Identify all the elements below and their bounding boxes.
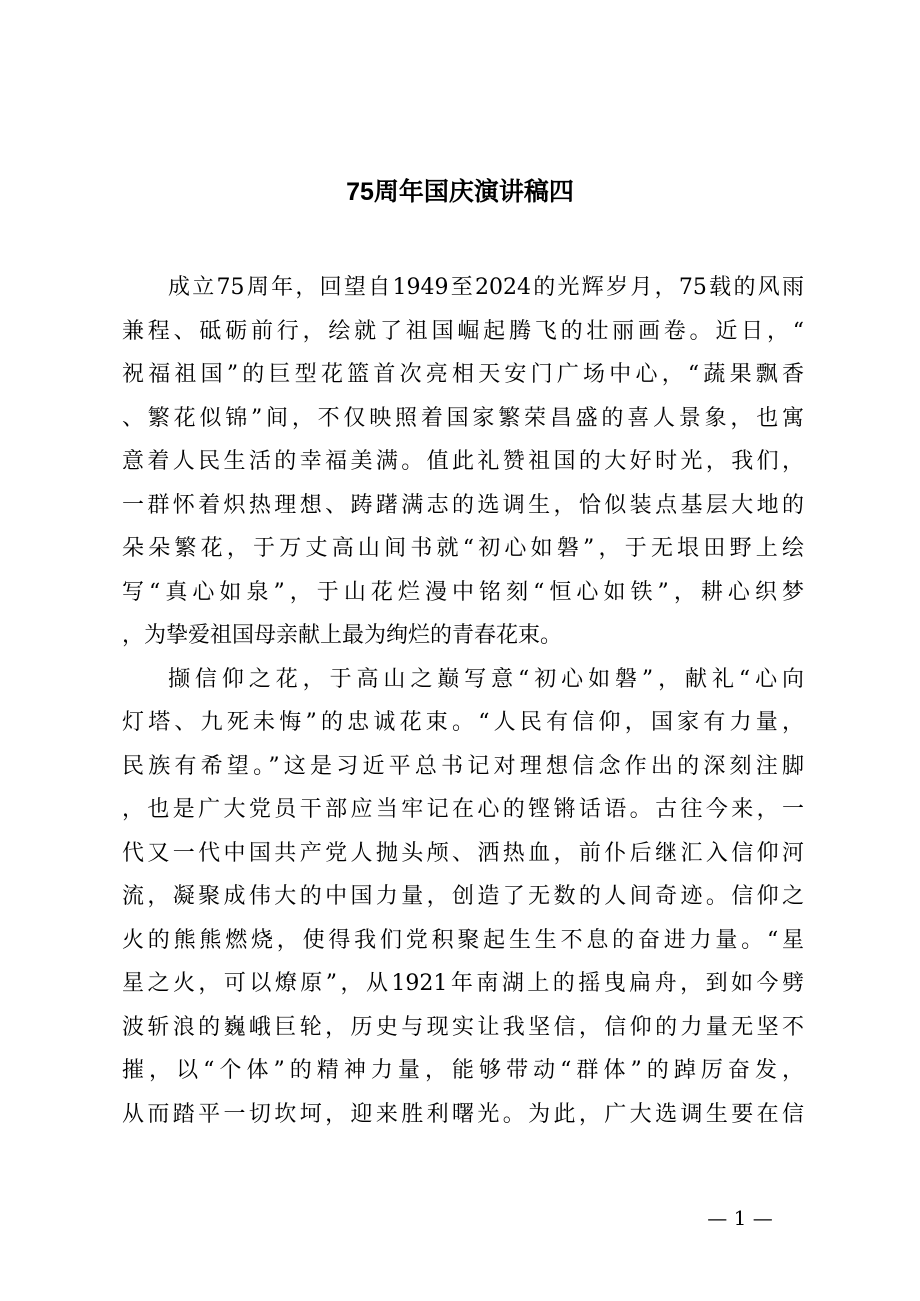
page-number: — 1 — xyxy=(707,1206,773,1230)
text-line: ，也是广大党员干部应当牢记在心的铿锵话语。古往今来，一 xyxy=(122,797,804,822)
text-line: 、繁花似锦”间，不仅映照着国家繁荣昌盛的喜人景象，也寓 xyxy=(122,405,804,431)
text-line: 民族有希望。”这是习近平总书记对理想信念作出的深刻注脚 xyxy=(122,753,804,779)
text-line: 从而踏平一切坎坷，迎来胜利曙光。为此，广大选调生要在信 xyxy=(122,1101,804,1127)
text-line: 一群怀着炽热理想、踌躇满志的选调生，恰似装点基层大地的 xyxy=(122,492,804,518)
text-line: 火的熊熊燃烧，使得我们党积聚起生生不息的奋进力量。“星 xyxy=(122,927,804,953)
text-line: 写“真心如泉”，于山花烂漫中铭刻“恒心如铁”，耕心织梦 xyxy=(122,579,804,605)
text-line: 成立75周年，回望自1949至2024的光辉岁月，75载的风雨 xyxy=(168,275,804,300)
text-line: 灯塔、九死未悔”的忠诚花束。“人民有信仰，国家有力量， xyxy=(122,710,804,735)
text-line: 摧，以“个体”的精神力量，能够带动“群体”的踔厉奋发， xyxy=(122,1058,804,1083)
text-line: 流，凝聚成伟大的中国力量，创造了无数的人间奇迹。信仰之 xyxy=(122,884,804,909)
text-line: 意着人民生活的幸福美满。值此礼赞祖国的大好时光，我们， xyxy=(122,449,804,474)
text-line: 撷信仰之花，于高山之巅写意“初心如磐”，献礼“心向 xyxy=(168,666,804,692)
text-line: 兼程、砥砺前行，绘就了祖国崛起腾飞的壮丽画卷。近日，“ xyxy=(122,318,804,344)
document-title: 75周年国庆演讲稿四 xyxy=(346,178,574,206)
text-line: 波斩浪的巍峨巨轮，历史与现实让我坚信，信仰的力量无坚不 xyxy=(122,1014,804,1040)
text-line: 祝福祖国”的巨型花篮首次亮相天安门广场中心，“蔬果飘香 xyxy=(122,362,804,387)
text-line: 星之火，可以燎原”，从1921年南湖上的摇曳扁舟，到如今劈 xyxy=(122,971,804,996)
text-line: 代又一代中国共产党人抛头颅、洒热血，前仆后继汇入信仰河 xyxy=(122,840,804,866)
text-line: ，为挚爱祖国母亲献上最为绚烂的青春花束。 xyxy=(122,623,563,648)
paragraph-1 xyxy=(122,266,804,658)
text-line: 朵朵繁花，于万丈高山间书就“初心如磐”，于无垠田野上绘 xyxy=(122,536,804,561)
document-body xyxy=(122,266,804,1136)
paragraph-2 xyxy=(122,658,804,1137)
